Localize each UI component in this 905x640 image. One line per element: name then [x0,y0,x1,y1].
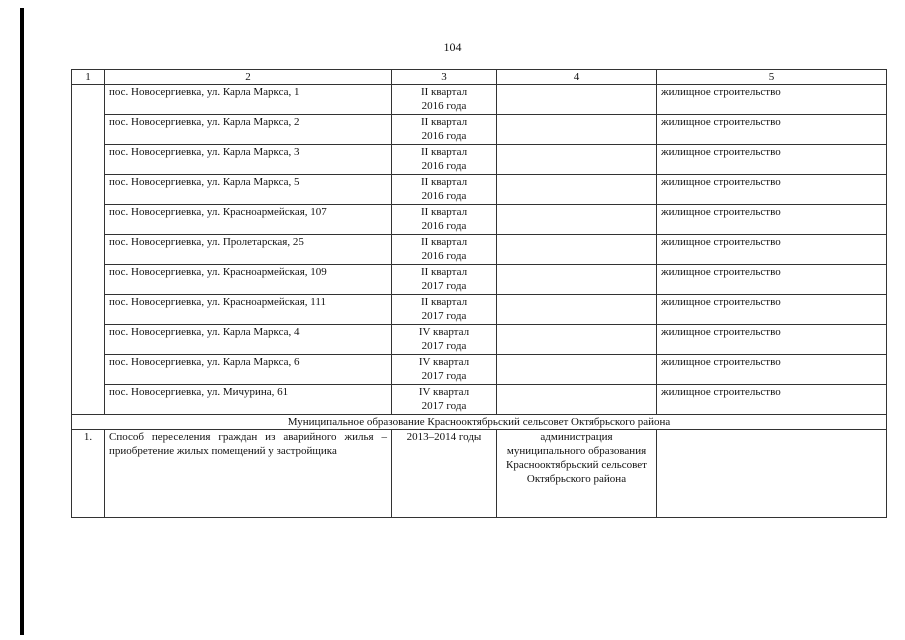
period-quarter: II квартал [420,206,468,218]
purpose-cell: жилищное строительство [657,325,887,355]
period-cell [392,85,497,115]
period-quarter: IV квартал [418,326,470,338]
col4-cell [497,385,657,415]
description-cell: Способ переселения граждан из аварийного жилья – приобретение жилых помещений у застройщика [105,430,392,518]
col4-cell [497,295,657,325]
address-cell: пос. Новосергиевка, ул. Красноармейская, 109 [105,265,392,295]
purpose-cell: жилищное строительство [657,205,887,235]
table-row [72,205,887,235]
period-quarter: II квартал [420,266,468,278]
address-cell: пос. Новосергиевка, ул. Карла Маркса, 3 [105,145,392,175]
table-row [72,385,887,415]
table-row [72,145,887,175]
col4-cell [497,85,657,115]
period-quarter: II квартал [420,146,468,158]
col4-cell [497,175,657,205]
table-row [72,115,887,145]
header-cell-3: 3 [392,70,497,85]
period-year: 2016 года [421,100,467,112]
purpose-cell: жилищное строительство [657,85,887,115]
purpose-cell: жилищное строительство [657,295,887,325]
period-cell [392,355,497,385]
address-cell: пос. Новосергиевка, ул. Карла Маркса, 4 [105,325,392,355]
period-cell [392,385,497,415]
purpose-cell: жилищное строительство [657,265,887,295]
period-quarter: II квартал [420,236,468,248]
address-cell: пос. Новосергиевка, ул. Мичурина, 61 [105,385,392,415]
purpose-cell: жилищное строительство [657,385,887,415]
address-cell: пос. Новосергиевка, ул. Карла Маркса, 2 [105,115,392,145]
address-cell: пос. Новосергиевка, ул. Карла Маркса, 5 [105,175,392,205]
period-year: 2016 года [421,220,467,232]
col4-cell [497,145,657,175]
col4-cell [497,355,657,385]
page-number: 104 [443,40,462,54]
header-cell-5: 5 [657,70,887,85]
header-cell-4: 4 [497,70,657,85]
period-quarter: II квартал [420,116,468,128]
purpose-cell: жилищное строительство [657,145,887,175]
table-row [72,295,887,325]
period-year: 2017 года [421,340,467,352]
row-number-cell-merged [72,85,105,415]
purpose-cell: жилищное строительство [657,175,887,205]
document-table [71,69,887,518]
purpose-cell: жилищное строительство [657,235,887,265]
table-row [72,175,887,205]
period-cell [392,235,497,265]
table-header-row [72,70,887,85]
address-cell: пос. Новосергиевка, ул. Карла Маркса, 6 [105,355,392,385]
period-year: 2016 года [421,190,467,202]
col5-cell [657,430,887,518]
period-year: 2017 года [421,280,467,292]
header-cell-1: 1 [72,70,105,85]
address-cell: пос. Новосергиевка, ул. Карла Маркса, 1 [105,85,392,115]
period-quarter: IV квартал [418,356,470,368]
period-year: 2017 года [421,370,467,382]
period-cell [392,205,497,235]
col4-cell [497,235,657,265]
header-cell-2: 2 [105,70,392,85]
responsible-cell: администрация муниципального образования Краснооктябрьский сельсовет Октябрьского района [497,430,657,518]
col4-cell [497,265,657,295]
col4-cell [497,205,657,235]
period-cell [392,325,497,355]
period-cell [392,265,497,295]
section-title: Муниципальное образование Краснооктябрьский сельсовет Октябрьского района [72,415,887,430]
margin-bar [20,8,24,635]
period-cell: 2013–2014 годы [392,430,497,518]
period-cell [392,175,497,205]
address-cell: пос. Новосергиевка, ул. Пролетарская, 25 [105,235,392,265]
address-cell: пос. Новосергиевка, ул. Красноармейская, 107 [105,205,392,235]
period-quarter: II квартал [420,86,468,98]
period-cell [392,145,497,175]
col4-cell [497,325,657,355]
table-row [72,355,887,385]
period-year: 2017 года [421,310,467,322]
col4-cell [497,115,657,145]
table-row [72,85,887,115]
period-year: 2016 года [421,130,467,142]
table-row [72,265,887,295]
period-quarter: II квартал [420,296,468,308]
period-quarter: II квартал [420,176,468,188]
table-row [72,325,887,355]
row-number-cell: 1. [72,430,105,518]
period-year: 2016 года [421,160,467,172]
address-cell: пос. Новосергиевка, ул. Красноармейская, 111 [105,295,392,325]
table-row [72,430,887,518]
period-year: 2017 года [421,400,467,412]
section-row [72,415,887,430]
purpose-cell: жилищное строительство [657,355,887,385]
period-cell [392,295,497,325]
period-year: 2016 года [421,250,467,262]
period-cell [392,115,497,145]
table-row [72,235,887,265]
period-quarter: IV квартал [418,386,470,398]
purpose-cell: жилищное строительство [657,115,887,145]
